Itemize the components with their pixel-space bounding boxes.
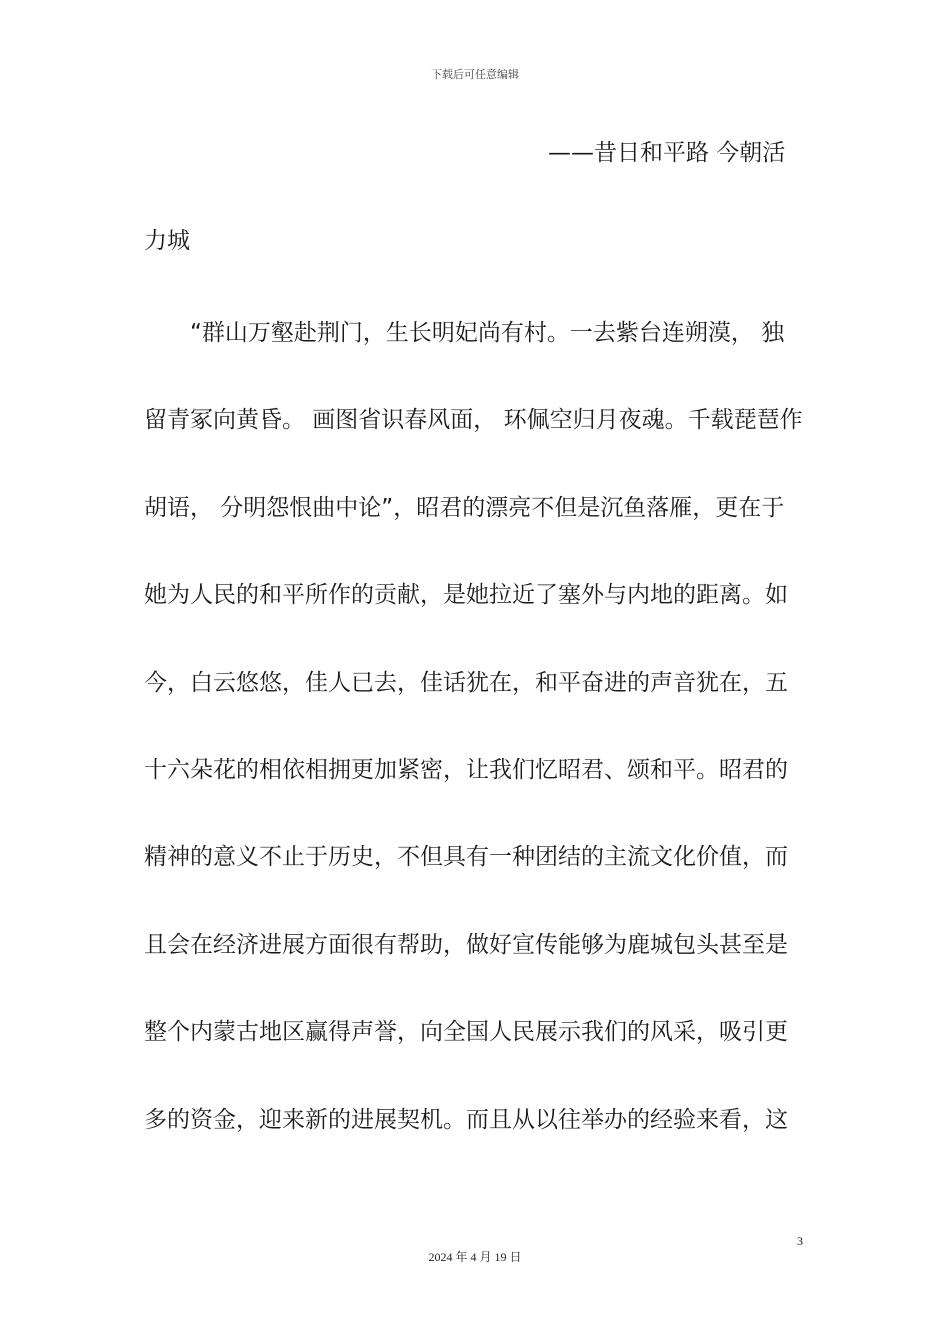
- header-note: 下载后可任意编辑: [431, 68, 519, 81]
- page-number: 3: [797, 1234, 803, 1248]
- body-line: 胡语， 分明怨恨曲中论”，昭君的漂亮不但是沉鱼落雁，更在于: [144, 494, 785, 521]
- body-line: 留青冢向黄昏。 画图省识春风面， 环佩空归月夜魂。千载琵琶作: [144, 407, 803, 434]
- body-line: 多的资金，迎来新的进展契机。而且从以往举办的经验来看，这: [144, 1106, 788, 1133]
- subtitle-line-2: 力城: [144, 228, 190, 254]
- subtitle-line-1: ——昔日和平路 今朝活: [548, 140, 786, 166]
- body-paragraph: [144, 310, 806, 1184]
- body-line: “群山万壑赴荆门，生长明妃尚有村。一去紫台连朔漠， 独: [190, 320, 785, 346]
- body-line: 整个内蒙古地区赢得声誉，向全国人民展示我们的风采，吸引更: [144, 1019, 788, 1046]
- body-line: 精神的意义不止于历史，不但具有一种团结的主流文化价值，而: [144, 844, 788, 871]
- body-line: 且会在经济进展方面很有帮助，做好宣传能够为鹿城包头甚至是: [144, 931, 788, 958]
- body-line: 她为人民的和平所作的贡献，是她拉近了塞外与内地的距离。如: [144, 582, 788, 609]
- body-line: 十六朵花的相依相拥更加紧密，让我们忆昭君、颂和平。昭君的: [144, 756, 788, 783]
- footer-date: 2024 年 4 月 19 日: [428, 1250, 522, 1264]
- body-line: 今，白云悠悠，佳人已去，佳话犹在，和平奋进的声音犹在，五: [144, 669, 788, 696]
